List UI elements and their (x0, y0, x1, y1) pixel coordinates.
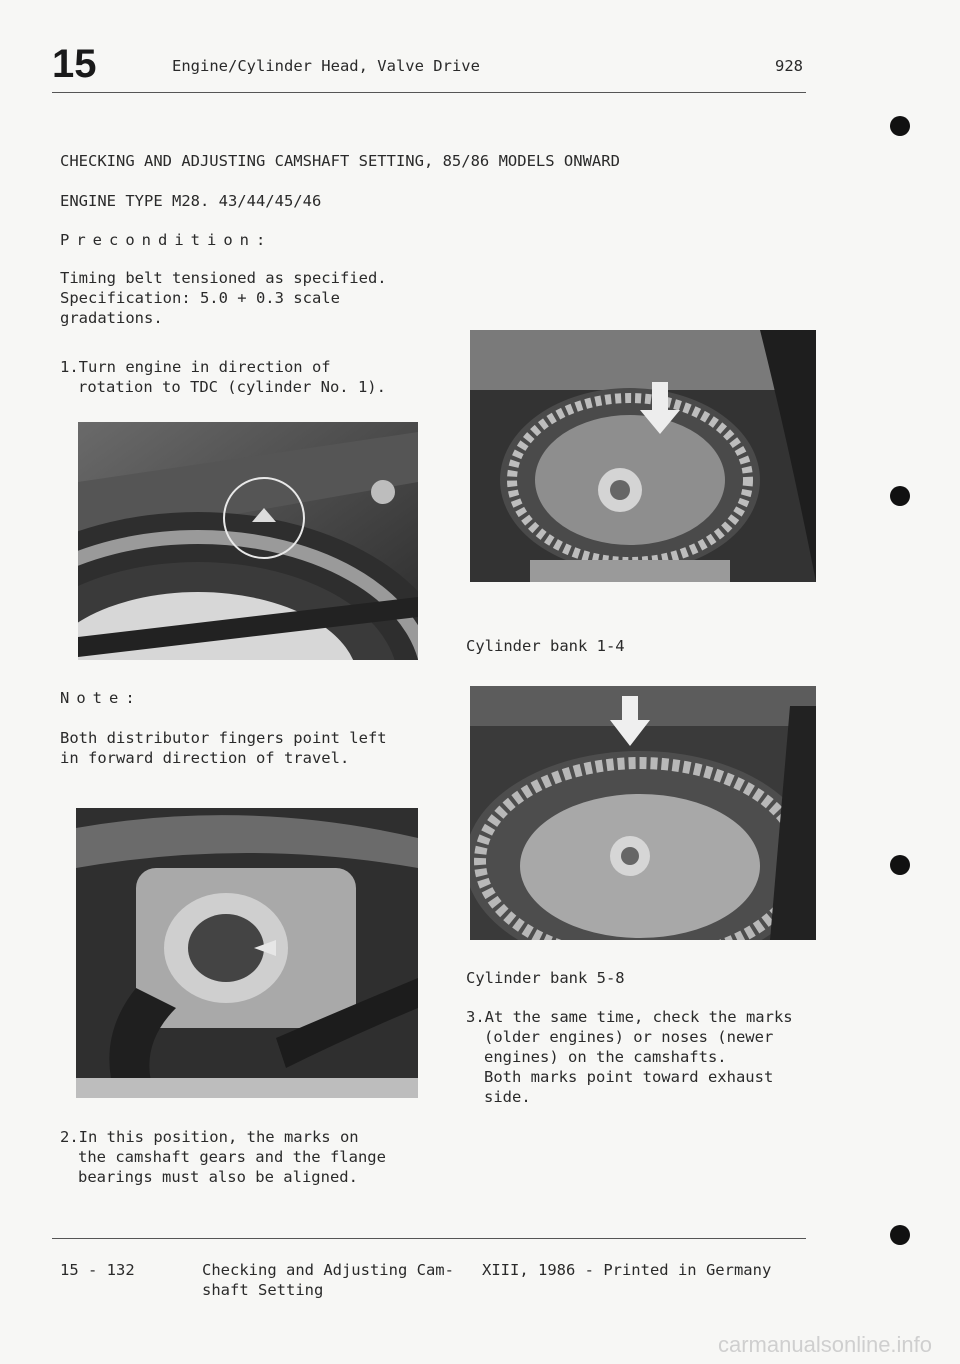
step-3 (466, 1007, 793, 1107)
header-rule (52, 92, 806, 93)
main-heading: CHECKING AND ADJUSTING CAMSHAFT SETTING, 85/86 MODELS ONWARD (60, 152, 620, 170)
photo-cylinder-bank-1-4 (470, 330, 816, 582)
step-line: 2.In this position, the marks on (60, 1128, 359, 1146)
photo-tdc-illustration (78, 422, 418, 660)
section-number: 15 (52, 42, 97, 86)
step-line: Both marks point toward exhaust (484, 1068, 774, 1086)
note-line: Both distributor fingers point left (60, 729, 387, 747)
photo-cylinder-bank-5-8 (470, 686, 816, 940)
header-model: 928 (775, 57, 803, 75)
caption-bank-5-8: Cylinder bank 5-8 (466, 969, 625, 987)
note-text (60, 728, 387, 768)
footer-topic-line: Checking and Adjusting Cam- (202, 1261, 454, 1279)
engine-type: ENGINE TYPE M28. 43/44/45/46 (60, 192, 322, 210)
watermark: carmanualsonline.info (718, 1332, 933, 1357)
step-line: bearings must also be aligned. (78, 1168, 358, 1186)
precondition-label: Precondition: (60, 231, 273, 249)
footer-topic (202, 1260, 454, 1300)
step-line: (older engines) or noses (newer (484, 1028, 774, 1046)
footer-edition: XIII, 1986 - Printed in Germany (482, 1261, 772, 1279)
note-label: Note: (60, 689, 142, 707)
step-line: side. (484, 1088, 531, 1106)
precondition-line: gradations. (60, 309, 163, 327)
binder-hole (890, 116, 910, 136)
binder-hole (890, 486, 910, 506)
photo-bank2-illustration (470, 686, 816, 940)
photo-distributor-illustration (76, 808, 418, 1098)
precondition-line: Specification: 5.0 + 0.3 scale (60, 289, 340, 307)
step-line: engines) on the camshafts. (484, 1048, 727, 1066)
photo-distributor (76, 808, 418, 1098)
step-line: 3.At the same time, check the marks (466, 1008, 793, 1026)
binder-hole (890, 855, 910, 875)
precondition-text (60, 268, 387, 328)
photo-bank1-illustration (470, 330, 816, 582)
step-line: 1.Turn engine in direction of (60, 358, 331, 376)
binder-hole (890, 1225, 910, 1245)
step-1 (60, 357, 386, 397)
footer-page-number: 15 - 132 (60, 1261, 135, 1279)
photo-tdc-mark (78, 422, 418, 660)
header-title: Engine/Cylinder Head, Valve Drive (172, 57, 480, 75)
footer-topic-line: shaft Setting (202, 1281, 324, 1299)
precondition-line: Timing belt tensioned as specified. (60, 269, 387, 287)
step-line: rotation to TDC (cylinder No. 1). (78, 378, 386, 396)
step-line: the camshaft gears and the flange (78, 1148, 386, 1166)
caption-bank-1-4: Cylinder bank 1-4 (466, 637, 625, 655)
note-line: in forward direction of travel. (60, 749, 350, 767)
footer-rule (52, 1238, 806, 1239)
step-2 (60, 1127, 386, 1187)
